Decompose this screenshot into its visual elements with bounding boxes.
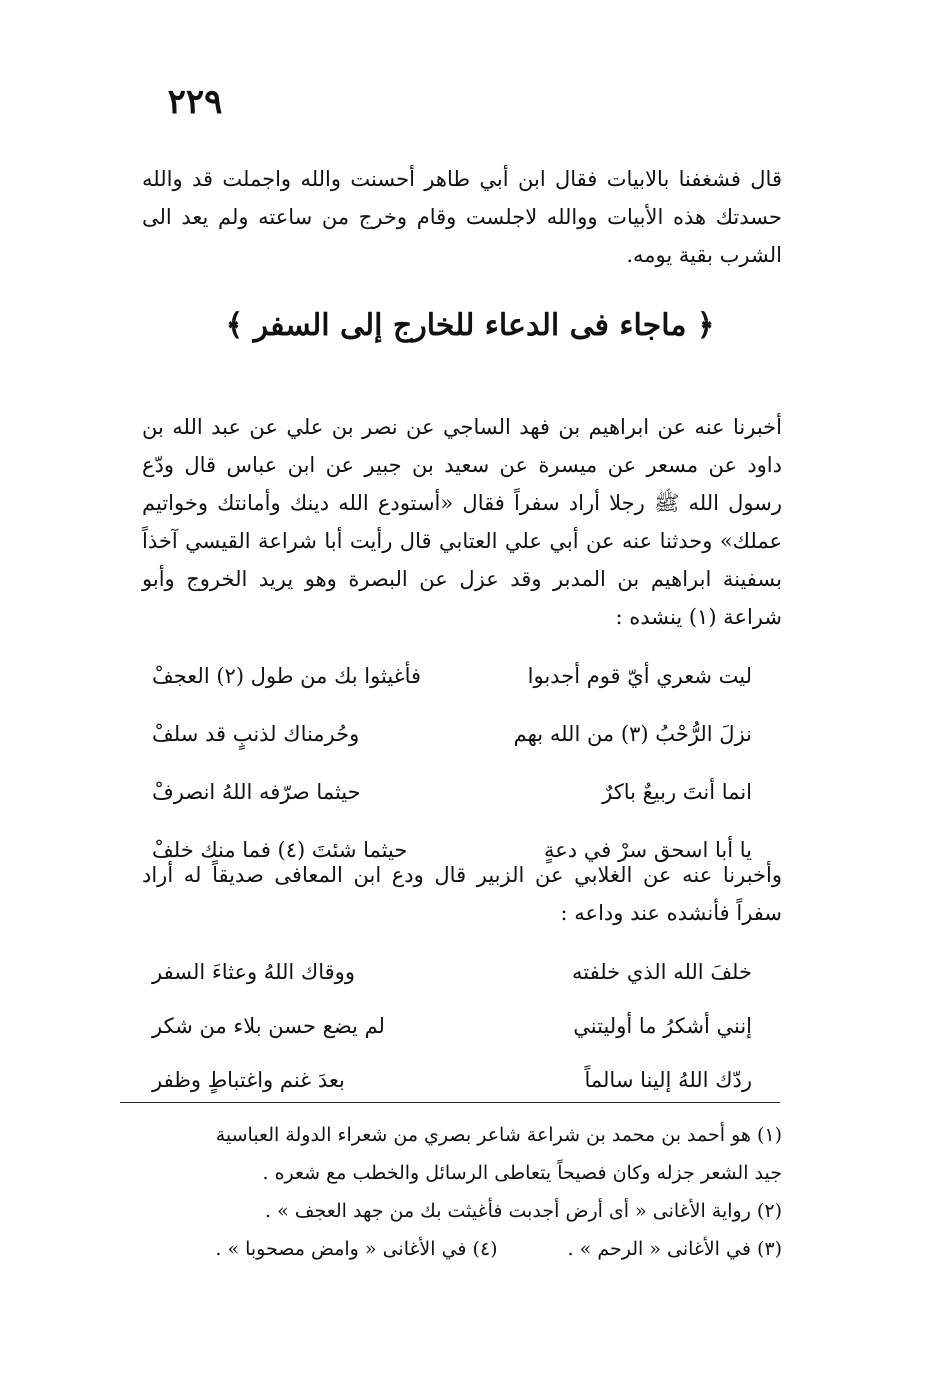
narration-paragraph-2: وأخبرنا عنه عن الغلابي عن الزبير قال ودع ابن المعافى صديقاً له أراد سفراً فأنشده عند وداعه : [142,863,782,925]
verse [152,952,752,1006]
verse-first-hemistich: خلفَ الله الذي خلفته [572,960,752,984]
verse-first-hemistich: ردّك اللهُ إلينا سالماً [584,1068,752,1092]
verse [152,1006,752,1060]
verse-second-hemistich: حيثما شئتَ (٤) فما منك خلفْ [152,838,408,862]
section-heading: ﴿ ماجاء فى الدعاء للخارج إلى السفر ﴾ [225,308,715,343]
poem-1 [152,656,752,888]
footnote-3: (٣) في الأغانى « الرحم » . [567,1238,782,1260]
verse-first-hemistich: انما أنتَ ربيعٌ باكرٌ [602,780,752,804]
verse-first-hemistich: يا أبا اسحق سرْ في دعةٍ [543,838,752,862]
page-number: ٢٢٩ [167,82,223,122]
verse-second-hemistich: فأغيثوا بك من طول (٢) العجفْ [152,664,422,688]
footnotes [142,1116,782,1268]
verse-second-hemistich: لم يضع حسن بلاء من شكر [152,1014,385,1038]
verse [152,1060,752,1114]
footnote-1-line-1: (١) هو أحمد بن محمد بن شراعة شاعر بصري من شعراء الدولة العباسية [215,1124,782,1146]
verse [152,714,752,772]
verse-first-hemistich: ليت شعري أيّ قوم أجدبوا [527,664,752,688]
verse [152,772,752,830]
footnote-2: (٢) رواية الأغانى « أى أرض أجدبت فأغيثت بك من جهد العجف » . [265,1200,782,1222]
verse-second-hemistich: حيثما صرّفه اللهُ انصرفْ [152,780,361,804]
verse-second-hemistich: وحُرمناك لذنبٍ قد سلفْ [152,722,360,746]
footnote-1-line-2: جيد الشعر جزله وكان فصيحاً يتعاطى الرسائل والخطب مع شعره . [262,1162,782,1184]
verse-second-hemistich: ووقاك اللهُ وعثاءَ السفر [152,960,355,984]
footnote-4: (٤) في الأغانى « وامض مصحوبا » . [215,1238,498,1260]
poem-2 [152,952,752,1114]
verse-first-hemistich: نزلَ الرُّحْبُ (٣) من الله بهم [513,722,752,746]
narration-paragraph-1: أخبرنا عنه عن ابراهيم بن فهد الساجي عن نصر بن علي عن عبد الله بن داود عن مسعر عن ميسرة عن سعيد بن جبير عن ابن عباس قال ودّع رسول الله ﷺ رجلا أراد سفراً فقال «أستودع الله دينك وأمانتك وخواتيم عملك» وحدثنا عنه عن أبي علي العتابي قال رأيت أبا شراعة القيسي آخذاً بسفينة ابراهيم بن المدبر وقد عزل عن البصرة وهو يريد الخروج وأبو شراعة (١) ينشده : [142,415,782,629]
verse-second-hemistich: بعدَ غنم واغتباطٍ وظفر [152,1068,345,1092]
footnote-row [142,1230,782,1268]
intro-paragraph: قال فشغفنا بالابيات فقال ابن أبي طاهر أحسنت والله واجملت قد والله حسدتك هذه الأبيات ووالله لاجلست وقام وخرج من ساعته ولم يعد الى الشرب بقية يومه. [142,167,782,267]
footnote-divider [120,1102,780,1103]
verse [152,656,752,714]
verse-first-hemistich: إنني أشكرُ ما أوليتني [573,1014,752,1038]
